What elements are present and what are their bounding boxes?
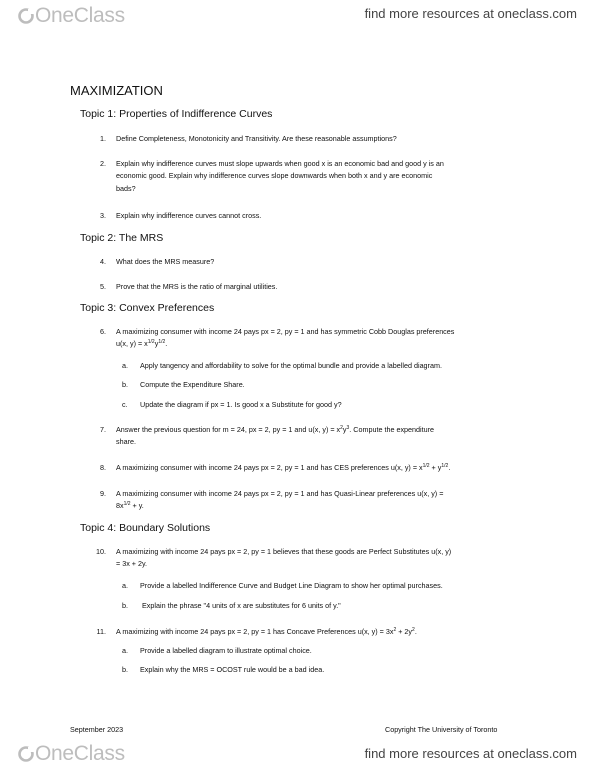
list-number: 6. <box>100 327 106 336</box>
question-text: Prove that the MRS is the ratio of marginal utilities. <box>116 282 278 291</box>
sub-label: a. <box>122 361 128 370</box>
list-number: 3. <box>100 211 106 220</box>
question-line: A maximizing consumer with income 24 pays px = 2, py = 1 and has Quasi-Linear preferences u(x, y) = <box>116 489 444 498</box>
question-text: . Compute the expenditure <box>349 425 435 434</box>
resources-link[interactable]: find more resources at oneclass.com <box>364 6 577 21</box>
footer-date: September 2023 <box>70 725 124 734</box>
sub-question-text: Compute the Expenditure Share. <box>140 380 245 389</box>
list-number: 2. <box>100 159 106 168</box>
question-line: Answer the previous question for m = 24, px = 2, py = 1 and u(x, $y) = x^2y^3$. Compute the expenditure <box>116 425 435 434</box>
question-line: economic good. Explain why indifference curves slope downwards when both x and y are economic <box>116 171 433 181</box>
list-item <box>122 379 540 391</box>
list-item <box>122 580 540 592</box>
list-number: 8. <box>100 463 106 472</box>
formula-text: 8x <box>116 501 124 511</box>
question-text: What does the MRS measure? <box>116 257 215 266</box>
list-item <box>98 281 538 293</box>
list-number: 9. <box>100 489 106 498</box>
list-item <box>122 664 540 676</box>
list-item <box>122 600 540 612</box>
sub-question-text: Apply tangency and affordability to solve for the optimal bundle and provide a labelled diagram. <box>140 361 442 370</box>
list-item <box>98 424 538 449</box>
list-item <box>98 546 543 571</box>
sub-question-text: Provide a labelled diagram to illustrate optimal choice. <box>140 646 312 655</box>
topic-heading: Topic 2: The MRS <box>80 232 164 244</box>
question-text: Define Completeness, Monotonicity and Transitivity. Are these reasonable assumptions? <box>116 134 397 143</box>
brand-name: OneClass <box>35 742 125 765</box>
list-number: 10. <box>96 547 106 556</box>
list-item <box>98 133 538 145</box>
list-item <box>122 360 540 372</box>
sub-question-text: Update the diagram if px = 1. Is good x a Substitute for good y? <box>140 400 342 409</box>
question-text: Answer the previous question for m = 24, px = 2, py = 1 and u(x, y) = x <box>116 425 341 434</box>
list-number: 5. <box>100 282 106 291</box>
list-item <box>122 645 540 657</box>
sub-question-text: Explain why the MRS = OCOST rule would be a bad idea. <box>140 665 325 674</box>
sub-label: a. <box>122 646 128 655</box>
oneclass-logo-bottom[interactable] <box>18 742 125 766</box>
sub-label: a. <box>122 581 128 590</box>
topic-heading: Topic 3: Convex Preferences <box>80 302 215 314</box>
question-line: = 3x + 2y. <box>116 559 148 569</box>
list-item <box>98 256 538 268</box>
question-line: share. <box>116 437 136 447</box>
question-text: A maximizing consumer with income 24 pays px = 2, py = 1 and has CES preferences u(x, y) = x <box>116 463 423 472</box>
list-item <box>98 158 538 195</box>
question-line: Explain why indifference curves must slope upwards when good x is an economic bad and good y is an <box>116 159 444 168</box>
sub-label: b. <box>122 665 128 674</box>
formula-text: u(x, y) = x <box>116 339 148 349</box>
list-item <box>98 210 538 222</box>
sub-label: c. <box>122 400 128 409</box>
question-line: A maximizing with income 24 pays px = 2, py = 1 has Concave Preferences u(x, $y) = 3x^2 + 2y^2$. <box>116 627 417 636</box>
sub-label: b. <box>122 601 128 610</box>
list-number: 11. <box>96 627 106 636</box>
sub-question-text: Explain the phrase "4 units of x are substitutes for 6 units of y." <box>142 601 341 610</box>
question-line: u(x, $y) = x^{1/2}y^{1/2}$. <box>116 339 168 349</box>
list-item <box>98 462 538 474</box>
list-item <box>122 399 540 411</box>
list-item <box>98 488 538 513</box>
list-item <box>98 626 538 638</box>
question-text: Explain why indifference curves cannot cross. <box>116 211 262 220</box>
sub-question-text: Provide a labelled Indifference Curve and Budget Line Diagram to show her optimal purchases. <box>140 581 443 590</box>
list-number: 4. <box>100 257 106 266</box>
list-number: 7. <box>100 425 106 434</box>
question-line: A maximizing with income 24 pays px = 2, py = 1 believes that these goods are Perfect Substitutes u(x, y) <box>116 547 452 556</box>
topic-heading: Topic 1: Properties of Indifference Curves <box>80 108 273 120</box>
question-text: A maximizing with income 24 pays px = 2, py = 1 has Concave Preferences u(x, y) = 3x <box>116 627 394 636</box>
question-line: A maximizing consumer with income 24 pays px = 2, py = 1 and has CES preferences u(x, $y) = x^{1/2} + y^{1/2}$. <box>116 463 451 472</box>
oneclass-logo[interactable] <box>18 4 125 28</box>
page-title: MAXIMIZATION <box>70 83 163 98</box>
brand-name: OneClass <box>35 4 125 27</box>
question-line: bads? <box>116 183 136 193</box>
list-number: 1. <box>100 134 106 143</box>
list-item <box>98 326 538 351</box>
oneclass-logo-icon <box>18 7 34 25</box>
sub-label: b. <box>122 380 128 389</box>
oneclass-logo-icon <box>18 745 34 763</box>
resources-link-bottom[interactable]: find more resources at oneclass.com <box>364 746 577 761</box>
question-line: A maximizing consumer with income 24 pays px = 2, py = 1 and has symmetric Cobb Douglas preferences <box>116 327 455 336</box>
topic-heading: Topic 4: Boundary Solutions <box>80 522 211 534</box>
footer-copyright: Copyright The University of Toronto <box>385 725 498 734</box>
question-line: $8x^{1/2} + y$. <box>116 501 144 511</box>
